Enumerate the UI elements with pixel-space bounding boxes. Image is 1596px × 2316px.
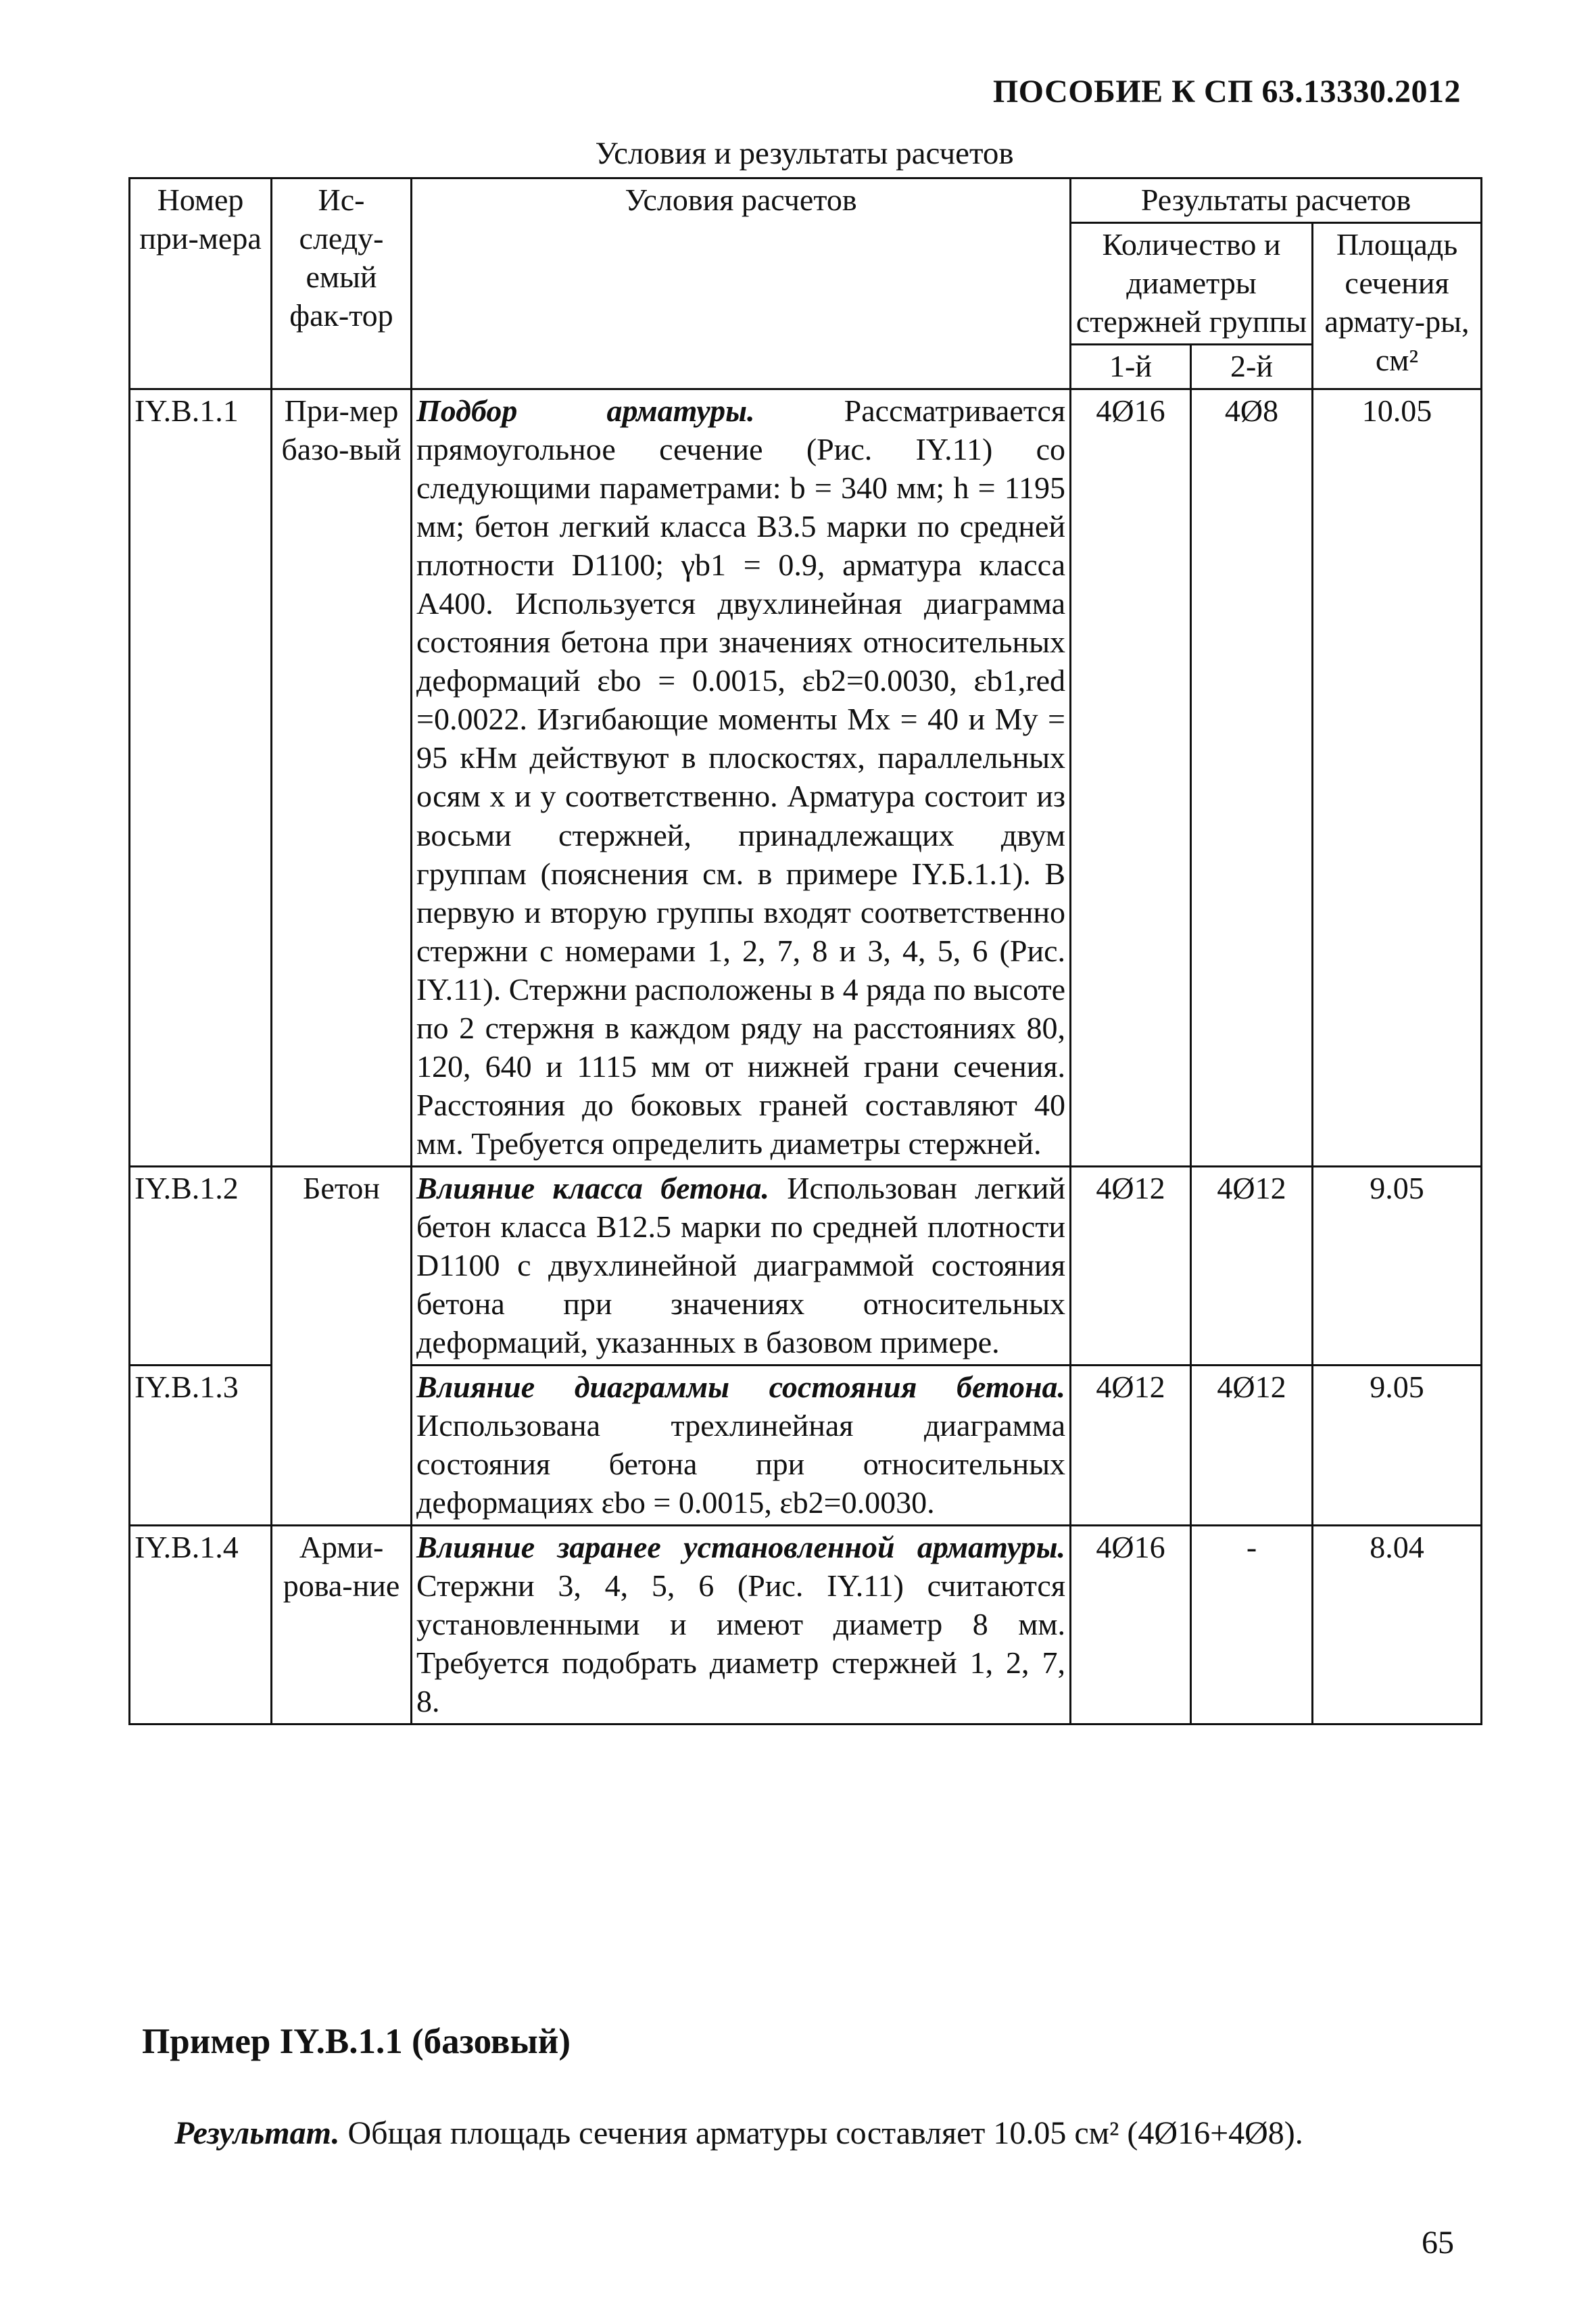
table-row [130, 1526, 1482, 1724]
row-conditions-lead: Влияние класса бетона. [416, 1170, 770, 1205]
table-row [130, 1166, 1482, 1365]
row-area: 10.05 [1313, 389, 1482, 1167]
row-conditions-text: Стержни 3, 4, 5, 6 (Рис. IY.11) считаются установленными и имеют диаметр 8 мм. Требуется подобрать диаметр стержней 1, 2, 7, 8. [416, 1568, 1065, 1719]
table-header-row [130, 178, 1482, 223]
row-group-1: 4Ø16 [1071, 389, 1191, 1167]
row-conditions-lead: Влияние диаграммы состояния бетона. [416, 1369, 1065, 1404]
row-factor: При-мер базо-вый [272, 389, 412, 1167]
row-number: IY.B.1.3 [130, 1365, 272, 1525]
header-group-1: 1-й [1071, 345, 1191, 389]
result-text: Общая площадь сечения арматуры составляет 10.05 см² (4Ø16+4Ø8). [339, 2115, 1303, 2151]
document-header-title: ПОСОБИЕ К СП 63.13330.2012 [992, 74, 1461, 110]
row-area: 9.05 [1313, 1365, 1482, 1525]
header-group-2: 2-й [1191, 345, 1313, 389]
row-conditions-text: Рассматривается прямоугольное сечение (Рис. IY.11) со следующими параметрами: b = 340 мм; h = 1195 мм; бетон легкий класса B3.5 марки по средней плотности D1100; γb1 = 0.9, арматура класса A400. Используется двухлинейная диаграмма состояния бетона при значениях относительных деформаций εbo = 0.0015, εb2=0.0030, εb1,red =0.0022. Изгибающие моменты Mx = 40 и My = 95 кНм действуют в плоскостях, параллельных осям x и y соответственно. Арматура состоит из восьми стержней, принадлежащих двум группам (пояснения см. в примере IY.Б.1.1). В первую и вторую группы входят соответственно стержни с номерами 1, 2, 7, 8 и 3, 4, 5, 6 (Рис. IY.11). Стержни расположены в 4 ряда по высоте по 2 стержня в каждом ряду на расстояниях 80, 120, 640 и 1115 мм от нижней грани сечения. Расстояния до боковых граней составляют 40 мм. Требуется определить диаметры стержней. [416, 393, 1065, 1161]
header-area: Площадь сечения армату-ры, см² [1313, 223, 1482, 389]
header-example-number: Номер при-мера [130, 178, 272, 389]
row-group-1: 4Ø16 [1071, 1526, 1191, 1724]
row-conditions-text: Использована трехлинейная диаграмма состояния бетона при относительных деформациях εbo = 0.0015, εb2=0.0030. [416, 1407, 1065, 1520]
header-factor: Ис-следу-емый фак-тор [272, 178, 412, 389]
row-conditions [412, 1526, 1071, 1724]
row-conditions [412, 1166, 1071, 1365]
row-conditions-lead: Подбор арматуры. [416, 393, 755, 429]
row-area: 9.05 [1313, 1166, 1482, 1365]
row-factor: Арми-рова-ние [272, 1526, 412, 1724]
row-group-2: 4Ø12 [1191, 1166, 1313, 1365]
example-heading: Пример IY.B.1.1 (базовый) [142, 2022, 571, 2061]
row-group-1: 4Ø12 [1071, 1166, 1191, 1365]
conditions-results-table [128, 177, 1482, 1725]
row-number: IY.B.1.1 [130, 389, 272, 1167]
row-factor: Бетон [272, 1166, 412, 1525]
row-group-2: - [1191, 1526, 1313, 1724]
header-count-diameter: Количество и диаметры стержней группы [1071, 223, 1313, 345]
result-paragraph [174, 2115, 1303, 2152]
table-caption: Условия и результаты расчетов [595, 136, 1014, 171]
row-conditions-lead: Влияние заранее установленной арматуры. [416, 1530, 1065, 1565]
row-group-2: 4Ø8 [1191, 389, 1313, 1167]
row-conditions-text: Использован легкий бетон класса B12.5 марки по средней плотности D1100 с двухлинейной диаграммой состояния бетона при значениях относительных деформаций, указанных в базовом примере. [416, 1170, 1065, 1359]
row-area: 8.04 [1313, 1526, 1482, 1724]
page-number: 65 [1422, 2225, 1454, 2261]
row-group-1: 4Ø12 [1071, 1365, 1191, 1525]
row-number: IY.B.1.4 [130, 1526, 272, 1724]
result-label: Результат. [174, 2115, 340, 2151]
header-conditions: Условия расчетов [412, 178, 1071, 389]
row-group-2: 4Ø12 [1191, 1365, 1313, 1525]
row-conditions [412, 1365, 1071, 1525]
row-number: IY.B.1.2 [130, 1166, 272, 1365]
row-conditions [412, 389, 1071, 1167]
table-row [130, 389, 1482, 1167]
header-results: Результаты расчетов [1071, 178, 1482, 223]
